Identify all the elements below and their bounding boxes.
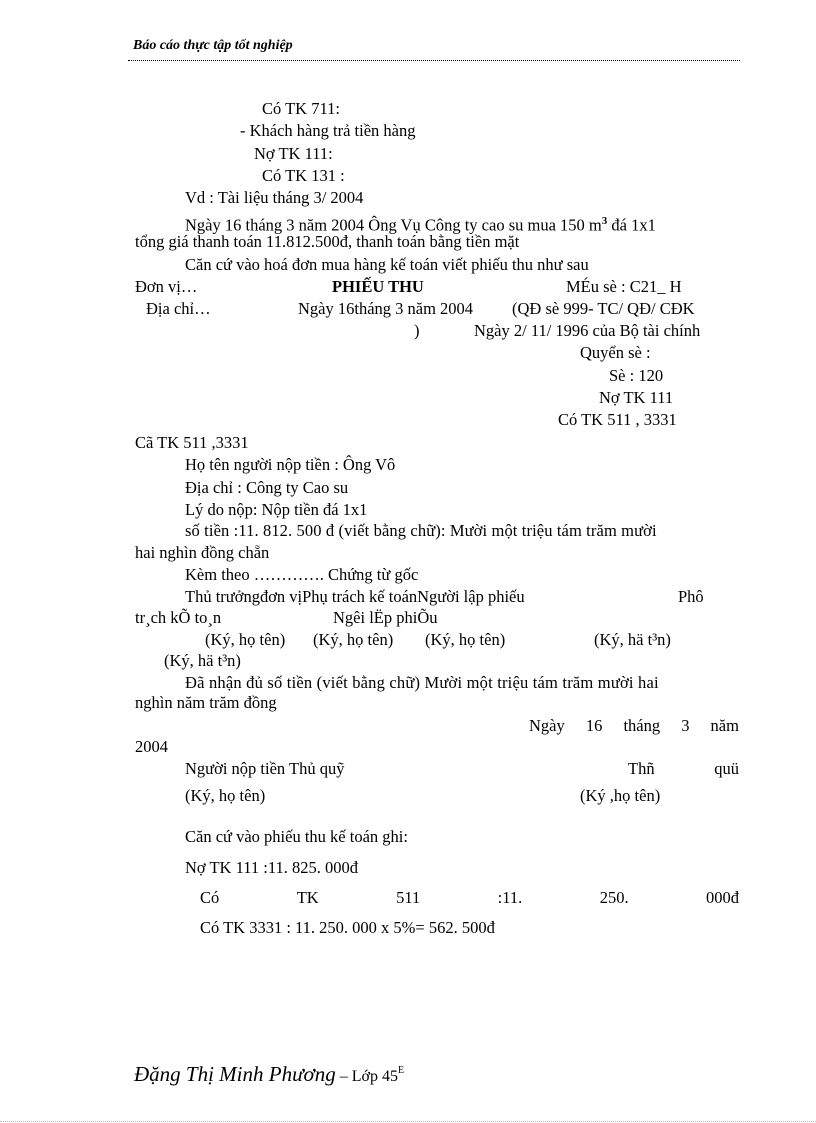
date-word: 3	[681, 716, 690, 735]
entry-co-tk-511	[200, 888, 739, 908]
footer-divider	[0, 1121, 816, 1122]
qd-date: Ngày 2/ 11/ 1996 của Bộ tài chính	[474, 321, 701, 340]
entry-no-tk-111: Nợ TK 111 :11. 825. 000đ	[185, 858, 358, 877]
entry-word: :11.	[497, 888, 523, 907]
entry-co-tk-3331: Có TK 3331 : 11. 250. 000 x 5%= 562. 500đ	[200, 918, 495, 937]
thu-quy-word: quü	[714, 759, 739, 778]
entry-word: 250.	[599, 888, 629, 907]
co-tk-131-line: Có TK 131 :	[262, 166, 345, 185]
ky-ho-ten-5: (Ký, hä t³n)	[164, 651, 241, 670]
ky-ho-ten-1: (Ký, họ tên)	[205, 630, 286, 649]
receipt-no-tk: Nợ TK 111	[599, 388, 674, 407]
entry-word: 511	[396, 888, 421, 907]
mau-so: MÉu sè : C21_ H	[566, 277, 682, 296]
qd-paren: )	[414, 321, 420, 340]
can-cu-hoa-don: Căn cứ vào hoá đơn mua hàng kế toán viết phiếu thu như sau	[185, 255, 589, 274]
vd-line: Vd : Tài liệu tháng 3/ 2004	[185, 188, 364, 207]
ky-ho-ten-2: (Ký, họ tên)	[313, 630, 394, 649]
ky-ho-ten-4: (Ký, hä t³n)	[594, 630, 671, 649]
dia-chi-label: Địa chỉ…	[146, 299, 211, 318]
ngay16-line: Ngày 16 tháng 3 năm 2004 Ông Vụ Công ty cao su mua 150 $m^3$ đá 1x1	[185, 215, 656, 235]
qd-number: (QĐ sè 999- TC/ QĐ/ CĐK	[512, 299, 695, 318]
don-vi-label: Đơn vị…	[135, 277, 198, 296]
ky-ho-ten-nguoi-nop: (Ký, họ tên)	[185, 786, 266, 805]
receipt-date: Ngày 16tháng 3 năm 2004	[298, 299, 474, 318]
da-nhan-line-1: Đã nhận đủ số tiền (viết bằng chữ) Mười một triệu tám trăm mười hai	[185, 673, 659, 692]
signature-titles: Thủ trưởngđơn vịPhụ trách kế toánNgười lập phiếu	[185, 587, 525, 606]
no-tk-111-line: Nợ TK 111:	[254, 144, 333, 163]
header-divider	[128, 60, 740, 61]
signature-title-pho: Phô	[678, 587, 704, 606]
signature-title-nguoi-lap: Ngêi lËp phiÕu	[333, 608, 438, 627]
can-cu-phieu-thu: Căn cứ vào phiếu thu kế toán ghi:	[185, 827, 408, 846]
tong-gia-line: tổng giá thanh toán 11.812.500đ, thanh toán bằng tiền mặt	[135, 232, 520, 251]
quyen-so: Quyển sè :	[580, 343, 651, 362]
receipt-title: PHIẾU THU	[332, 277, 424, 296]
date-year: 2004	[135, 737, 168, 756]
da-nhan-line-2: nghìn năm trăm đồng	[135, 693, 277, 712]
date-word: Ngày	[529, 716, 565, 735]
ho-ten-nop-tien: Họ tên người nộp tiền : Ông Vô	[185, 455, 396, 474]
co-tk-511-3331: Cã TK 511 ,3331	[135, 433, 249, 452]
date-word: 16	[585, 716, 603, 735]
thu-quy-word: Thñ	[628, 759, 655, 778]
nguoi-nop-thu-quy: Người nộp tiền Thủ quỹ	[185, 759, 345, 778]
date-line	[529, 716, 739, 736]
co-tk-711: Có TK 711:	[262, 99, 340, 118]
entry-word: Có	[200, 888, 220, 907]
so-tien-line-2: hai nghìn đồng chẵn	[135, 543, 270, 562]
date-word: năm	[710, 716, 739, 735]
receipt-co-tk: Có TK 511 , 3331	[558, 410, 677, 429]
report-header: Báo cáo thực tập tốt nghiệp	[133, 38, 293, 53]
dia-chi-nop-tien: Địa chỉ : Công ty Cao su	[185, 478, 349, 497]
khach-hang-line: - Khách hàng trả tiền hàng	[240, 121, 416, 140]
ky-ho-ten-3: (Ký, họ tên)	[425, 630, 506, 649]
ky-ho-ten-thu-quy: (Ký ,họ tên)	[580, 786, 661, 805]
date-word: tháng	[623, 716, 661, 735]
kem-theo: Kèm theo …………. Chứng từ gốc	[185, 565, 419, 584]
thu-quy-label	[628, 759, 739, 779]
so-number: Sè : 120	[609, 366, 664, 385]
entry-word: TK	[296, 888, 319, 907]
ly-do-nop: Lý do nộp: Nộp tiền đá 1x1	[185, 500, 368, 519]
footer-author: Đặng Thị Minh Phương – Lớp $45^E$	[134, 1062, 405, 1086]
signature-title-ke-toan: tr¸ch kÕ to¸n	[135, 608, 222, 627]
so-tien-line-1: số tiền :11. 812. 500 đ (viết bằng chữ): Mười một triệu tám trăm mười	[185, 521, 657, 540]
entry-word: 000đ	[706, 888, 739, 907]
